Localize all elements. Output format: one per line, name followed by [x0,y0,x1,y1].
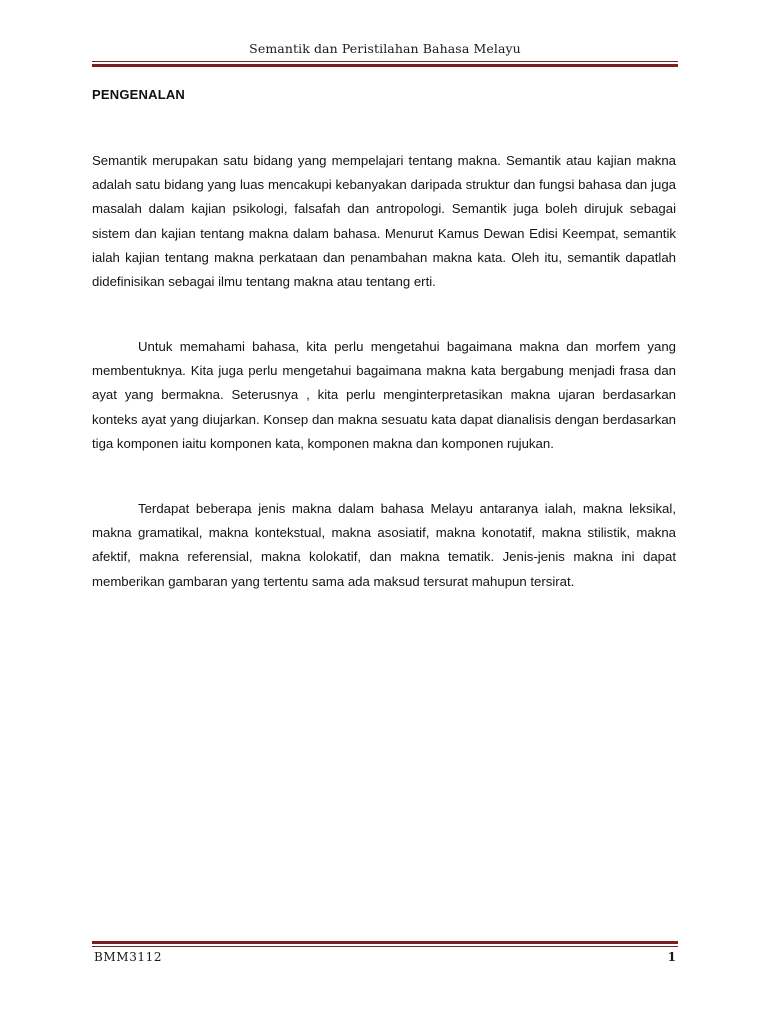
footer-rule-thin [92,946,678,947]
running-header: Semantik dan Peristilahan Bahasa Melayu [249,41,521,56]
footer-course-code: BMM3112 [94,950,163,964]
footer-rule-thick [92,941,678,944]
header-rule-thick [92,64,678,67]
paragraph-1: Semantik merupakan satu bidang yang mempelajari tentang makna. Semantik atau kajian makna adalah satu bidang yang luas mencakupi kebanyakan daripada struktur dan fungsi bahasa dan juga masalah dalam kajian psikologi, falsafah dan antropologi. Semantik juga boleh dirujuk sebagai sistem dan kajian tentang makna dalam bahasa. Menurut Kamus Dewan Edisi Keempat, semantik ialah kajian tentang makna perkataan dan penambahan makna kata. Oleh itu, semantik dapatlah didefinisikan sebagai ilmu tentang makna atau tentang erti. [92,153,676,290]
section-title: PENGENALAN [92,87,186,102]
footer-page-number: 1 [667,950,676,964]
paragraph-2: Untuk memahami bahasa, kita perlu mengetahui bagaimana makna dan morfem yang membentuknya. Kita juga perlu mengetahui bagaimana makna kata bergabung menjadi frasa dan ayat yang bermakna. Seterusnya , kita perlu menginterpretasikan makna ujaran berdasarkan konteks ayat yang diujarkan. Konsep dan makna sesuatu kata dapat dianalisis dengan berdasarkan tiga komponen iaitu komponen kata, komponen makna dan komponen rujukan. [92,339,676,451]
paragraph-3: Terdapat beberapa jenis makna dalam bahasa Melayu antaranya ialah, makna leksikal, makna gramatikal, makna kontekstual, makna asosiatif, makna konotatif, makna stilistik, makna afektif, makna referensial, makna kolokatif, dan makna tematik. Jenis-jenis makna ini dapat memberikan gambaran yang tertentu sama ada maksud tersurat mahupun tersirat. [92,501,676,589]
header-rule-thin [92,61,678,62]
